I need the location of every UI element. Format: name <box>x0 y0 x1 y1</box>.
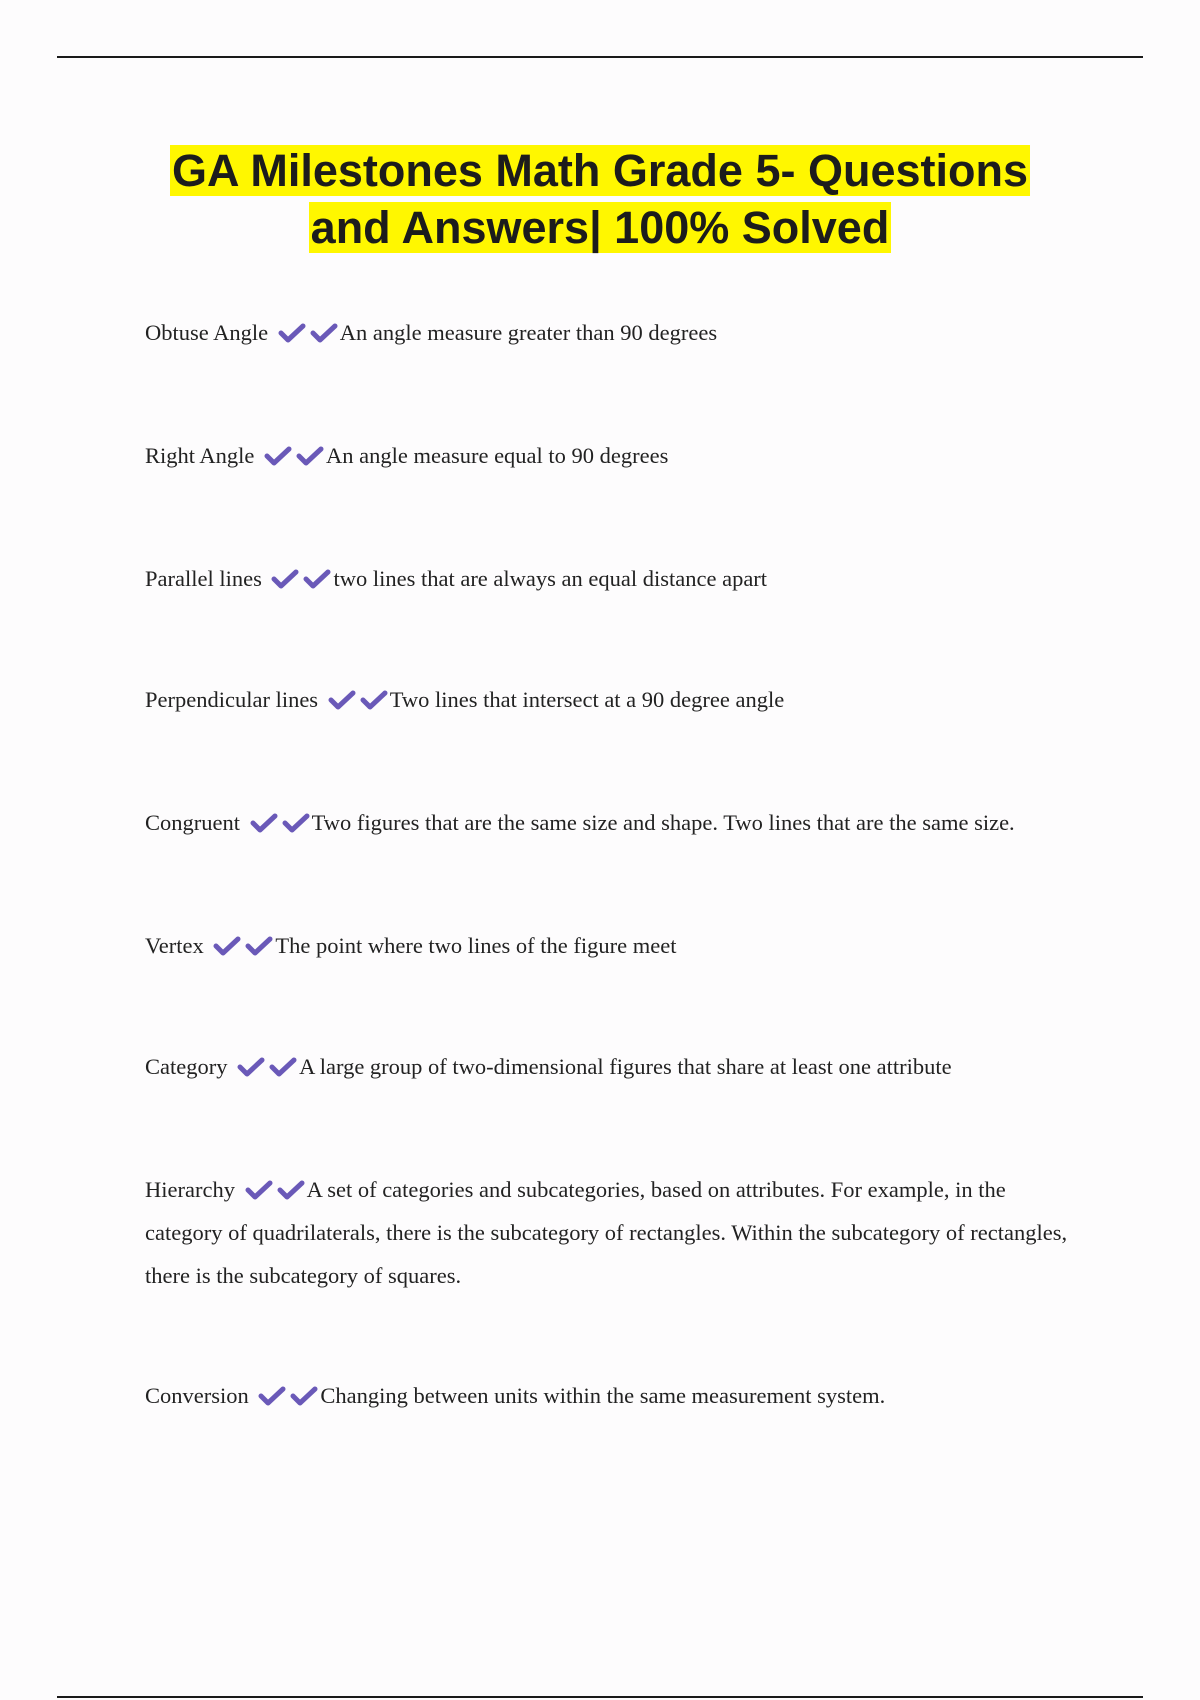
entry-term: Congruent <box>145 810 240 835</box>
checkmark-icon <box>264 446 292 466</box>
checkmark-icon <box>245 936 273 956</box>
entry-definition: Two figures that are the same size and shape. Two lines that are the same size. <box>311 810 1015 835</box>
checkmark-icon <box>296 446 324 466</box>
title-line-2: and Answers| 100% Solved <box>310 202 890 253</box>
checkmark-icon <box>250 813 278 833</box>
checkmark-icon <box>269 1057 297 1077</box>
entry-definition: An angle measure equal to 90 degrees <box>326 443 669 468</box>
title-line-1: GA Milestones Math Grade 5- Questions <box>172 145 1028 196</box>
qa-entry <box>145 1045 1085 1088</box>
entry-term: Obtuse Angle <box>145 320 269 345</box>
entry-term: Parallel lines <box>145 566 262 591</box>
qa-entry <box>145 678 1085 721</box>
qa-entry <box>145 924 1085 967</box>
entry-definition: Changing between units within the same measurement system. <box>320 1383 886 1408</box>
entry-term: Conversion <box>145 1383 249 1408</box>
checkmark-icon <box>303 569 331 589</box>
qa-entry <box>145 434 1085 477</box>
entry-term: Hierarchy <box>145 1177 235 1202</box>
entry-definition: A large group of two-dimensional figures that share at least one attribute <box>299 1054 952 1079</box>
entry-term: Perpendicular lines <box>145 687 319 712</box>
document-title <box>100 142 1100 256</box>
qa-entry <box>145 311 1085 354</box>
checkmark-icon <box>237 1057 265 1077</box>
bottom-rule <box>57 1696 1143 1698</box>
qa-entry <box>145 1168 1085 1297</box>
entry-definition: A set of categories and subcategories, based on attributes. For example, in the category of quadrilaterals, there is the subcategory of rectangles. Within the subcategory of rectangles, there is the subcategory of squares. <box>145 1177 1068 1288</box>
qa-entry <box>145 557 1085 600</box>
entry-term: Vertex <box>145 933 204 958</box>
checkmark-icon <box>213 936 241 956</box>
checkmark-icon <box>271 569 299 589</box>
checkmark-icon <box>278 323 306 343</box>
entry-definition: An angle measure greater than 90 degrees <box>339 320 718 345</box>
checkmark-icon <box>328 690 356 710</box>
entry-definition: Two lines that intersect at a 90 degree angle <box>389 687 785 712</box>
checkmark-icon <box>360 690 388 710</box>
checkmark-icon <box>258 1386 286 1406</box>
entry-definition: The point where two lines of the figure meet <box>275 933 677 958</box>
checkmark-icon <box>290 1386 318 1406</box>
entry-definition: two lines that are always an equal distance apart <box>333 566 768 591</box>
entry-term: Right Angle <box>145 443 255 468</box>
checkmark-icon <box>282 813 310 833</box>
checkmark-icon <box>277 1180 305 1200</box>
entry-term: Category <box>145 1054 228 1079</box>
qa-entry <box>145 1374 1085 1417</box>
checkmark-icon <box>310 323 338 343</box>
checkmark-icon <box>245 1180 273 1200</box>
qa-entry <box>145 801 1085 844</box>
top-rule <box>57 56 1143 58</box>
